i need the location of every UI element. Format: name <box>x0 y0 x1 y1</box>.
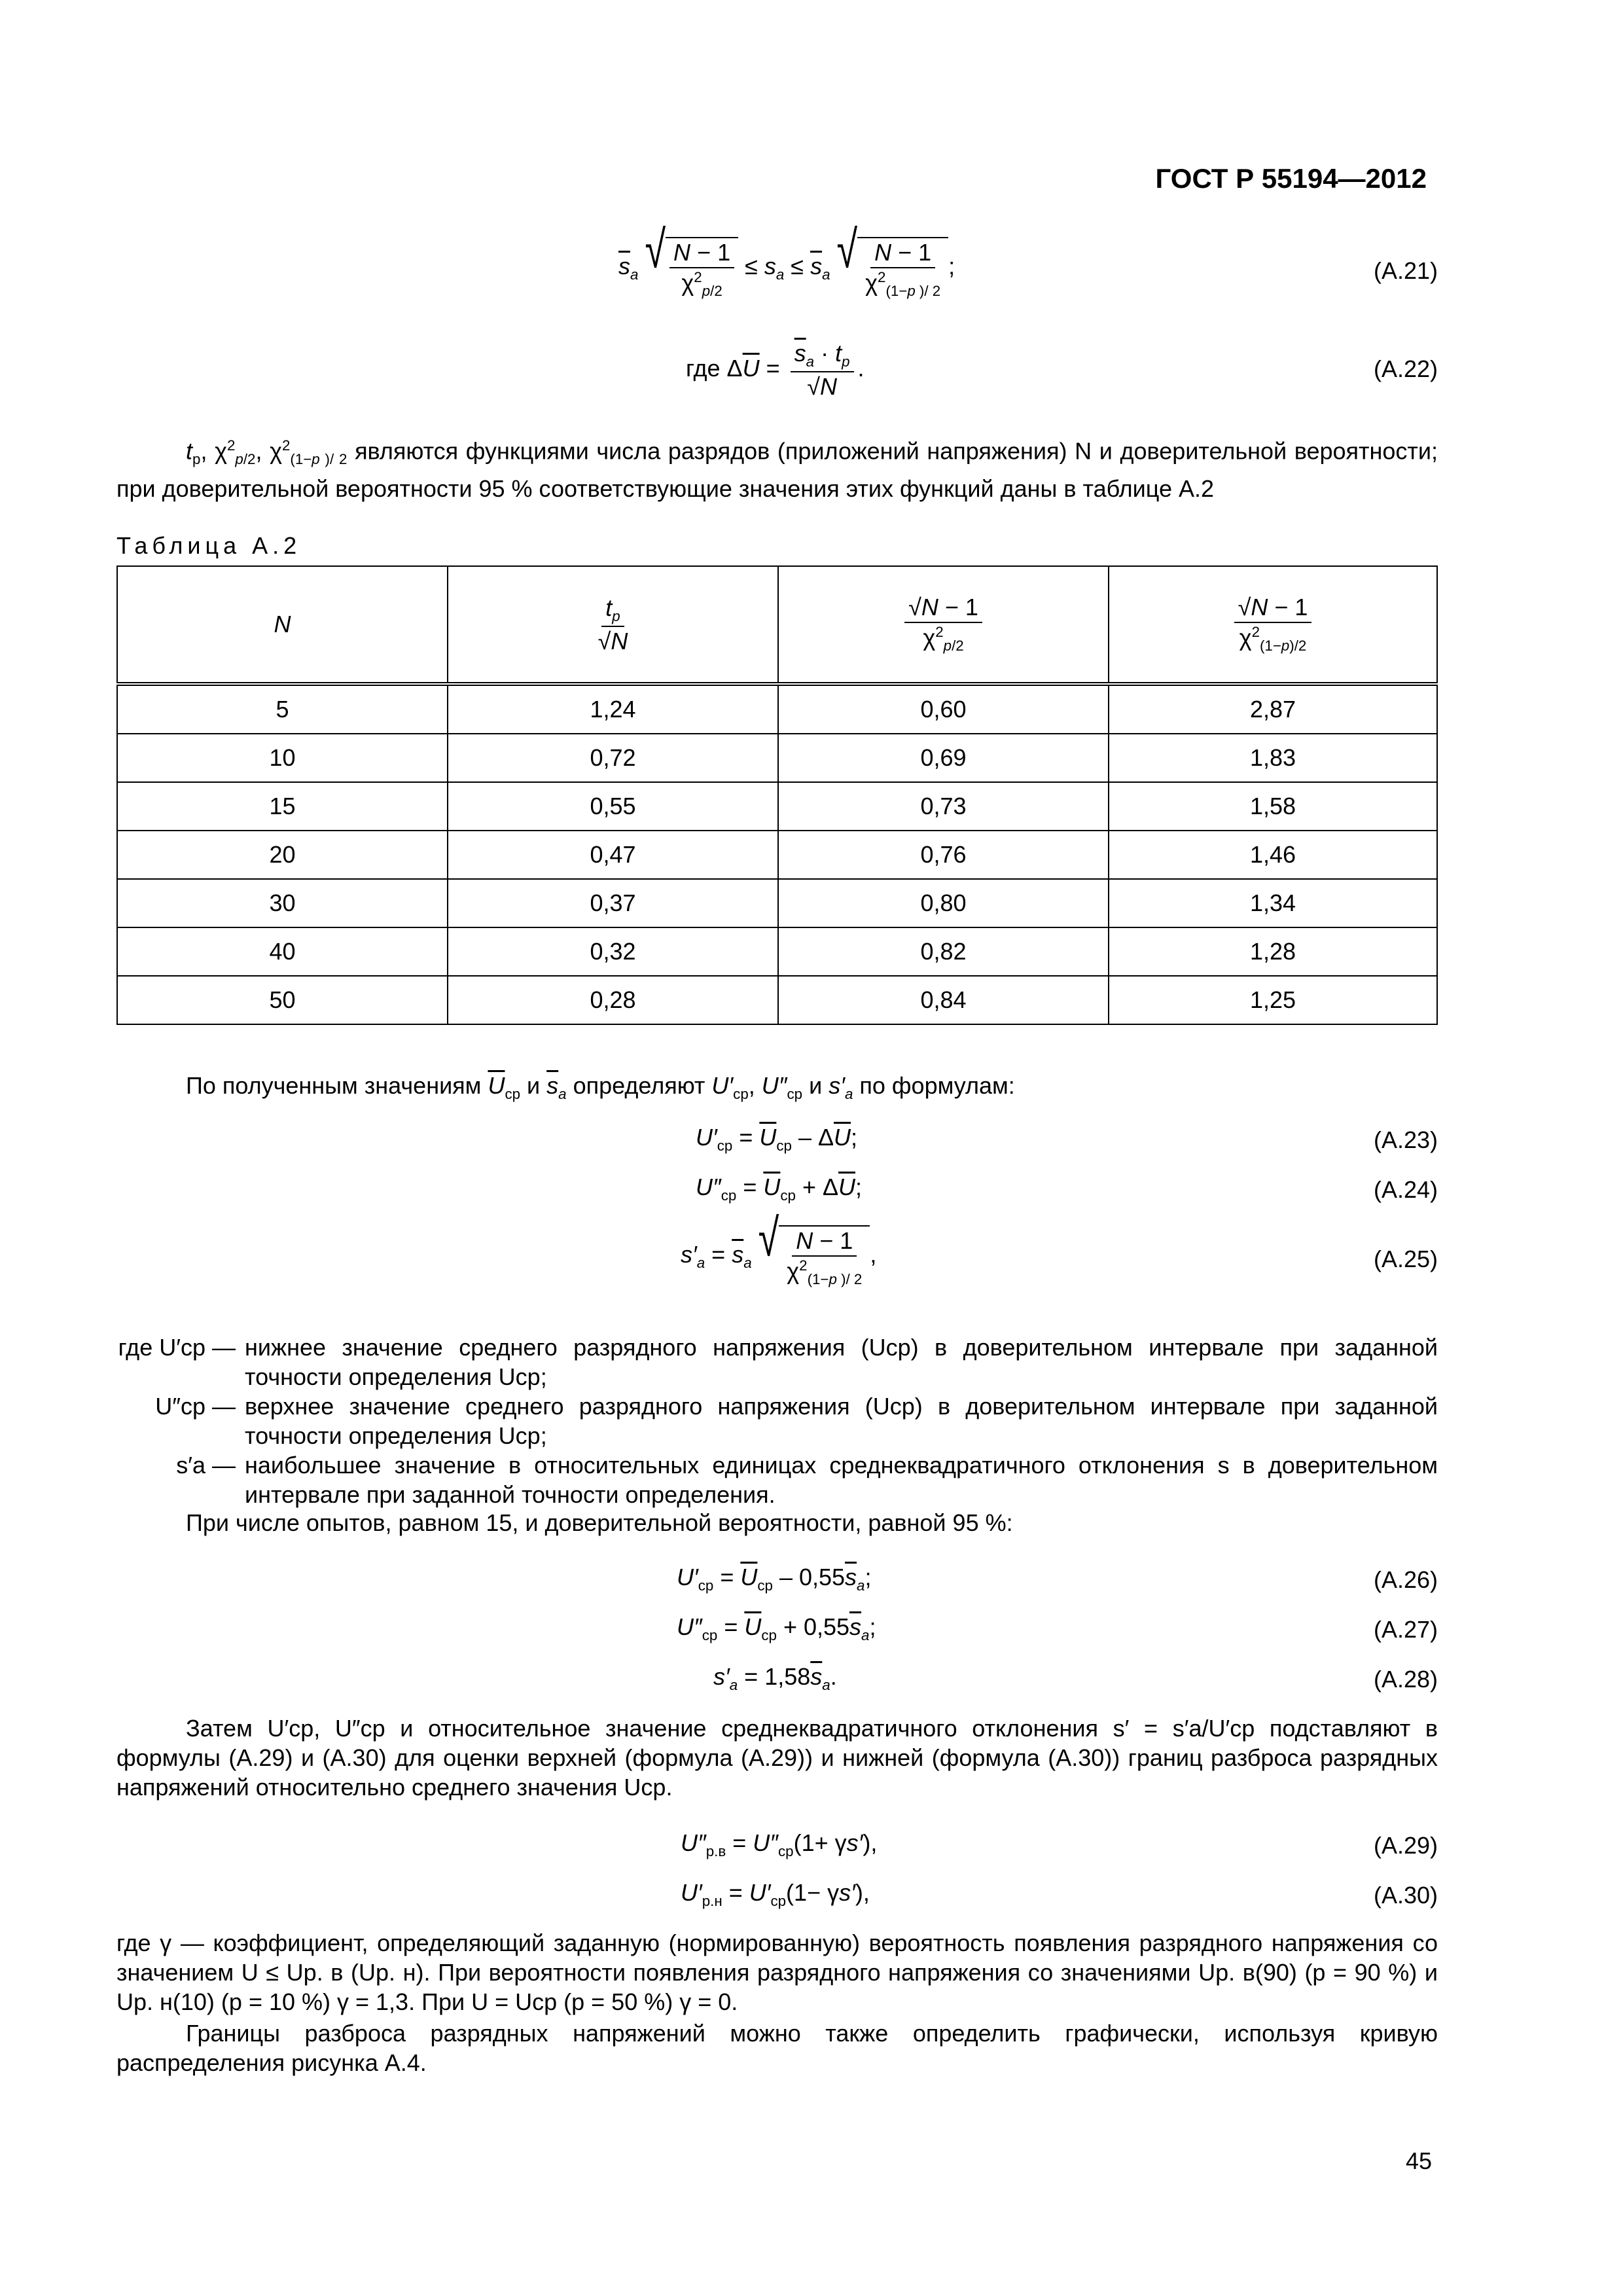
table-cell: 0,72 <box>448 734 778 782</box>
text-span: по формулам: <box>859 1072 1015 1099</box>
table-cell: 0,28 <box>448 976 778 1024</box>
formula-a29: $U''_{р.в} = U''_{ср}(1+ \gamma s')$, <box>681 1829 878 1859</box>
table-cell: 1,58 <box>1109 782 1437 831</box>
graphic-paragraph <box>116 2018 1438 2077</box>
table-cell: 1,25 <box>1109 976 1437 1024</box>
definition-body: верхнее значение среднего разрядного напряжения (Uср) в доверительном интервале при заданной точности определения Uср; <box>245 1393 1438 1449</box>
text-span: определяют <box>573 1072 705 1099</box>
table-cell: 1,34 <box>1109 879 1437 927</box>
formula-number: (А.30) <box>1373 1882 1438 1909</box>
table-cell: 0,55 <box>448 782 778 831</box>
table-cell: 0,73 <box>778 782 1109 831</box>
definition-item <box>116 1391 1438 1450</box>
table-cell: 0,32 <box>448 927 778 976</box>
definition-term: U″ср — <box>155 1393 236 1420</box>
functions-paragraph: $t_p$, $\chi^2_{p/2}$, $\chi^2_{(1-p )/ 2}$ являются функциями числа разрядов (приложений напряжения) N и доверительной вероятности; при доверительной вероятности 95 % соответствующие значения этих функций даны в таблице А.2 <box>116 437 1438 503</box>
table-row <box>117 831 1437 879</box>
table-header-row <box>117 566 1437 684</box>
table-cell: 0,80 <box>778 879 1109 927</box>
experiments-paragraph <box>116 1508 1438 1537</box>
table-cell: 5 <box>117 684 448 734</box>
definition-body: нижнее значение среднего разрядного напряжения (Uср) в доверительном интервале при заданной точности определения Uср; <box>245 1334 1438 1390</box>
gamma-paragraph <box>116 1928 1438 2017</box>
paragraph-text: Границы разброса разрядных напряжений можно также определить графически, используя кривую распределения рисунка А.4. <box>116 2020 1438 2076</box>
text-span: и <box>527 1072 541 1099</box>
table-cell: 30 <box>117 879 448 927</box>
definition-term: где U′ср — <box>118 1334 236 1361</box>
formula-a30: $U'_{р.н} = U'_{ср}(1- \gamma s')$, <box>681 1879 870 1909</box>
formula-a23: $U'_{ср} = \overline{U}_{ср} - \Delta\overline{U}$; <box>696 1124 858 1154</box>
formula-a26: $U'_{ср} = \overline{U}_{ср} - 0,55\overline{s}_a$; <box>677 1564 872 1594</box>
table-a2 <box>116 565 1438 1025</box>
functions-text: являются функциями числа разрядов (приложений напряжения) N и доверительной вероятности; при доверительной вероятности 95 % соответствующие значения этих функций даны в таблице А.2 <box>116 437 1438 503</box>
table-cell: 0,84 <box>778 976 1109 1024</box>
col-header-tp: $\frac{t_p}{√N}$ <box>448 566 778 684</box>
table-cell: 0,76 <box>778 831 1109 879</box>
table-title: Таблица А.2 <box>116 532 302 559</box>
formula-number: (А.27) <box>1373 1616 1438 1643</box>
definition-body: наибольшее значение в относительных единицах среднеквадратичного отклонения s в доверительном интервале при заданной точности определения. <box>245 1452 1438 1508</box>
paragraph-text: где γ — коэффициент, определяющий заданную (нормированную) вероятность появления разрядного напряжения со значением U ≤ Uр. в (Uр. н). При вероятности появления разрядного напряжения со значениями Uр. в(90) (p = 90 %) и Uр. н(10) (p = 10 %) γ = 1,3. При U = Uср (p = 50 %) γ = 0. <box>116 1929 1438 2015</box>
table-cell: 0,82 <box>778 927 1109 976</box>
formula-number: (А.21) <box>1373 257 1438 284</box>
formula-a25: $s'_a = \overline{s}_a$ √ $\frac{N - 1}{\chi^2_{(1-p )/ 2}}$ , <box>681 1209 877 1287</box>
table-cell: 2,87 <box>1109 684 1437 734</box>
formula-a24: $U''_{ср} = \overline{U}_{ср} + \Delta\overline{U}$; <box>696 1174 863 1204</box>
formula-a27: $U''_{ср} = \overline{U}_{ср} + 0,55\overline{s}_a$; <box>677 1613 876 1643</box>
table-row <box>117 734 1437 782</box>
formula-number: (А.22) <box>1373 355 1438 382</box>
formula-a22: где $\Delta\overline{U}$ = $\frac{\overline{s}_a \cdot t_p}{√N}$ . <box>686 340 865 401</box>
col-header-chi-p: $\frac{√N - 1}{\chi^2_{p/2}}$ <box>778 566 1109 684</box>
table-cell: 1,83 <box>1109 734 1437 782</box>
table-cell: 1,46 <box>1109 831 1437 879</box>
table-cell: 0,69 <box>778 734 1109 782</box>
definition-item <box>116 1333 1438 1391</box>
formula-number: (А.23) <box>1373 1126 1438 1153</box>
col-header-chi-1p: $\frac{√N - 1}{\chi^2_{(1-p)/2}}$ <box>1109 566 1437 684</box>
formula-number: (А.28) <box>1373 1666 1438 1693</box>
table-cell: 40 <box>117 927 448 976</box>
table-row <box>117 684 1437 734</box>
table-cell: 50 <box>117 976 448 1024</box>
formula-number: (А.26) <box>1373 1566 1438 1593</box>
text-span: По полученным значениям <box>186 1072 482 1099</box>
table-cell: 20 <box>117 831 448 879</box>
definition-term: s′a — <box>176 1452 236 1479</box>
formula-number: (А.29) <box>1373 1832 1438 1859</box>
table-cell: 15 <box>117 782 448 831</box>
by-values-paragraph: По полученным значениям $\overline{U}_{ср}$ и $\overline{s}_a$ определяют $U'_{ср}$, $U''_{ср}$ и $s'_a$ по формулам: <box>186 1072 1015 1102</box>
col-header-n: N <box>117 566 448 684</box>
table-cell: 0,37 <box>448 879 778 927</box>
formula-a21: $\overline{s}_a$ √ $\frac{N - 1}{\chi^2_{p/2}}$ ≤ $s_a \le \overline{s}_a$ √ $\frac{N - 1}{\chi^2_{(1-p )/ 2}}$ ; <box>618 221 955 299</box>
table-cell: 1,24 <box>448 684 778 734</box>
formula-a28: $s'_a = 1,58\overline{s}_a$. <box>713 1663 837 1693</box>
table-row <box>117 927 1437 976</box>
table-row <box>117 976 1437 1024</box>
formula-number: (А.25) <box>1373 1246 1438 1272</box>
doc-code-header: ГОСТ Р 55194—2012 <box>1155 163 1427 194</box>
table-cell: 1,28 <box>1109 927 1437 976</box>
table-cell: 0,60 <box>778 684 1109 734</box>
table-row <box>117 782 1437 831</box>
table-cell: 0,47 <box>448 831 778 879</box>
page-number: 45 <box>1405 2147 1432 2174</box>
formula-prefix: где <box>686 354 721 382</box>
paragraph-text: Затем U′ср, U″ср и относительное значение среднеквадратичного отклонения s′ = s′a/U′ср подставляют в формулы (А.29) и (А.30) для оценки верхней (формула (А.29)) и нижней (формула (А.30)) границ разброса разрядных напряжений относительно среднего значения Uср. <box>116 1715 1438 1801</box>
formula-number: (А.24) <box>1373 1176 1438 1203</box>
then-paragraph <box>116 1713 1438 1802</box>
definition-item <box>116 1450 1438 1509</box>
paragraph-text: При числе опытов, равном 15, и доверительной вероятности, равной 95 %: <box>186 1509 1013 1536</box>
table-row <box>117 879 1437 927</box>
table-cell: 10 <box>117 734 448 782</box>
definitions-list <box>116 1333 1438 1509</box>
